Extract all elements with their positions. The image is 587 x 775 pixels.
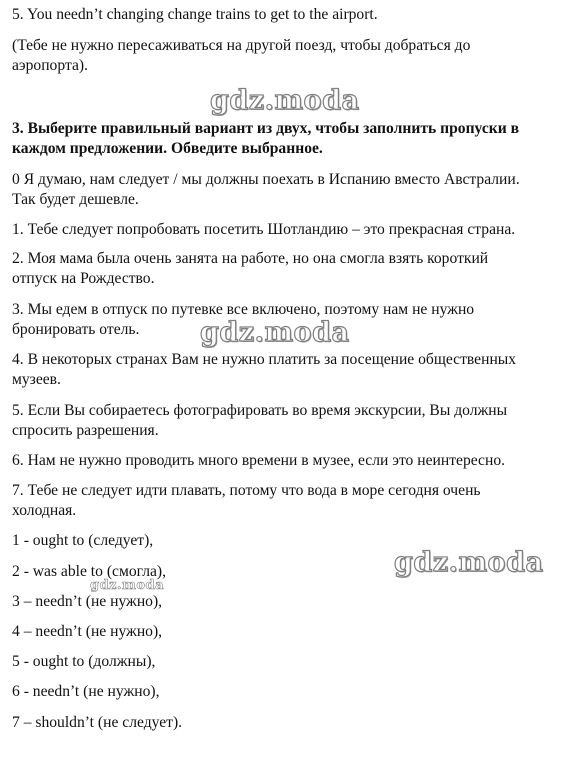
text-line: Так будет дешевле. [12,191,139,208]
answer-line: 5 - ought to (должны), [12,653,156,670]
answer-line: 6 - needn’t (не нужно), [12,683,160,700]
watermark: gdz.moda [90,578,165,593]
exercise-heading: 3. Выберите правильный вариант из двух, чтобы заполнить пропуски в [12,120,520,137]
text-line: бронировать отель. [12,321,140,338]
text-line: (Тебе не нужно пересаживаться на другой поезд, чтобы добраться до [12,37,471,54]
answer-line: 1 - ought to (следует), [12,532,154,549]
text-line: 0 Я думаю, нам следует / мы должны поехать в Испанию вместо Австралии. [12,171,520,188]
text-line: 2. Моя мама была очень занята на работе, но она смогла взять короткий [12,250,489,267]
text-line: 5. Если Вы собираетесь фотографировать во время экскурсии, Вы должны [12,402,508,419]
watermark: gdz.moda [394,547,544,578]
exercise-heading: каждом предложении. Обведите выбранное. [12,140,323,157]
text-line: 4. В некоторых странах Вам не нужно платить за посещение общественных [12,351,517,368]
watermark: gdz.moda [210,85,360,116]
answer-line: 3 – needn’t (не нужно), [12,593,163,610]
text-line: 1. Тебе следует попробовать посетить Шотландию – это прекрасная страна. [12,221,516,238]
answer-line: 2 - was able to (смогла), [12,563,167,580]
answer-line: 7 – shouldn’t (не следует). [12,714,183,731]
text-line: 7. Тебе не следует идти плавать, потому что вода в море сегодня очень [12,482,481,499]
text-line: 5. You needn’t changing change trains to get to the airport. [12,6,378,23]
text-line: отпуск на Рождество. [12,270,155,287]
watermark: gdz.moda [200,317,350,348]
text-line: холодная. [12,502,77,519]
text-line: спросить разрешения. [12,422,159,439]
text-line: 6. Нам не нужно проводить много времени в музее, если это неинтересно. [12,452,506,469]
text-line: музеев. [12,371,61,388]
text-line: 3. Мы едем в отпуск по путевке все включено, поэтому нам не нужно [12,301,475,318]
answer-line: 4 – needn’t (не нужно), [12,623,163,640]
text-line: аэропорта). [12,57,88,74]
